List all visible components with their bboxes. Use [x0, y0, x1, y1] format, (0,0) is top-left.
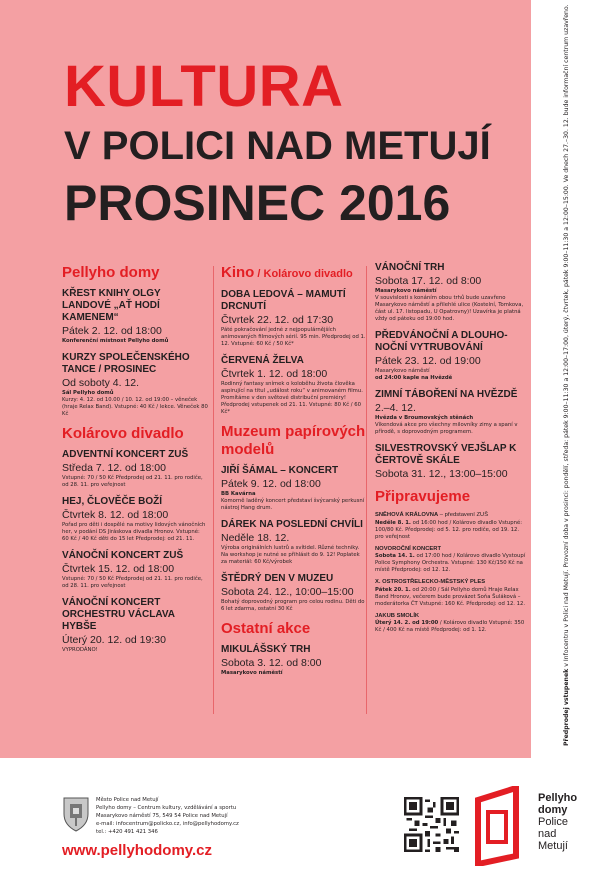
event-venue: Hvězda v Broumovských stěnách [375, 415, 474, 421]
upcoming-details: / Kolárovo divadlo Vstupné: 350 Kč / 400 Kč na místě Předprodej: od 1. 12. [375, 620, 525, 633]
event-title: JIŘÍ ŠÁMAL – KONCERT [221, 465, 339, 476]
organization-info [96, 796, 239, 836]
event-item [221, 465, 367, 512]
upcoming-date: Úterý 14. 2. od 19:00 [375, 620, 439, 626]
event-info: Vstupné: 70 / 50 Kč Předprodej od 21. 11. pro rodiče, od 28. 11. pro veřejnost [62, 475, 203, 488]
event-info: Pořad pro děti i dospělé na motivy lidových vánočních her, v podání DS Jiráskova divadla Hronov. Vstupné: 60 Kč / 40 Kč děti do 15 let Předprodej: od 21. 11. [62, 522, 206, 542]
upcoming-title [375, 512, 527, 520]
upcoming-item [375, 512, 527, 541]
section-ostatni-akce: Ostatní akce [221, 620, 311, 637]
event-date: Od soboty 4. 12. [62, 377, 140, 389]
event-item [375, 389, 527, 436]
event-info: Výroba originálních lustrů a svítidel. Různé techniky. Na workshop je nutné se přihlásit do 9. 12! Poplatek za materiál: 60 Kč/výrobek [221, 545, 360, 565]
event-title: VÁNOČNÍ KONCERT ZUŠ [62, 550, 184, 561]
section-muzeum: Muzeum papírových modelů [221, 423, 366, 458]
upcoming-title: X. OSTROSTŘELECKO-MĚSTSKÝ PLES [375, 579, 486, 585]
logo-word: Pellyho [538, 792, 578, 804]
event-item [62, 597, 208, 654]
upcoming-info [375, 587, 527, 608]
event-date: Čtvrtek 22. 12. od 17:30 [221, 314, 334, 326]
event-info: Rodinný fantasy snímek o koloběhu života člověka aspirující na titul „událost roku“ v animovaném filmu. Promítáme v den světové distribuční premiéry! Předprodej vstupenek od 21. 11. Vstupné: 80 Kč / 60 Kč* [221, 381, 363, 415]
event-venue: Konferenční místnost Pellyho domů [62, 338, 169, 344]
side-note-bold: Předprodej vstupenek [563, 668, 570, 746]
event-date: Pátek 23. 12. od 19:00 [375, 355, 481, 367]
upcoming-title-extra: – představení ZUŠ [438, 512, 489, 518]
section-kino-title: Kino [221, 264, 255, 281]
upcoming-info [375, 553, 527, 574]
section-pripravujeme: Připravujeme [375, 488, 471, 505]
event-date: Čtvrtek 1. 12. od 18:00 [221, 368, 328, 380]
upcoming-title: JAKUB SMOLÍK [375, 612, 420, 619]
org-name: Město Police nad Metují [96, 797, 159, 803]
qr-code-icon[interactable] [404, 797, 459, 852]
org-line: Pellyho domy – Centrum kultury, vzdělávání a sportu [96, 805, 237, 811]
event-date: Úterý 20. 12. od 19:30 [62, 634, 166, 646]
event-title: MIKULÁŠSKÝ TRH [221, 644, 311, 655]
header-kultura: KULTURA [64, 54, 344, 119]
poster-header [64, 54, 491, 234]
event-title: KŘEST KNIHY OLGY LANDOVÉ „AŤ HODÍ KAMENEM“ [62, 288, 161, 323]
upcoming-item [375, 613, 527, 635]
event-date: Neděle 18. 12. [221, 532, 290, 544]
event-title: ADVENTNÍ KONCERT ZUŠ [62, 449, 189, 460]
event-item [375, 443, 527, 481]
event-info: VYPRODÁNO! [62, 647, 98, 653]
event-date: Čtvrtek 8. 12. od 18:00 [62, 509, 169, 521]
column-divider [213, 266, 214, 714]
side-presale-note [531, 0, 600, 758]
event-item [375, 262, 527, 323]
event-date: Čtvrtek 15. 12. od 18:00 [62, 563, 175, 575]
event-title: DOBA LEDOVÁ – MAMUTÍ DRCNUTÍ [221, 289, 346, 312]
column-right [375, 262, 527, 639]
column-left [62, 262, 208, 661]
upcoming-details: od 16:00 hod / Kolárovo divadlo Vstupné: 100/80 Kč. Předprodej: od 5. 12. pro rodiče, od 19. 12. pro veřejnost [375, 519, 523, 540]
event-info: Kurzy: 4. 12. od 10.00 / 10. 12. od 19:00 – věneček (hraje Relax Band). Vstupné: 40 Kč / lekce. Věneček 80 Kč [62, 397, 208, 417]
website-link[interactable]: www.pellyhodomy.cz [62, 842, 213, 859]
header-town: V POLICI NAD METUJÍ [64, 124, 491, 168]
event-title: KURZY SPOLEČENSKÉHO TANCE / PROSINEC [62, 352, 190, 375]
city-coat-of-arms-icon [62, 796, 90, 832]
event-venue: Sál Pellyho domů [62, 390, 114, 396]
event-date: Sobota 17. 12. od 8:00 [375, 275, 482, 287]
event-title: ZIMNÍ TÁBOŘENÍ NA HVĚZDĚ [375, 389, 518, 400]
event-item [221, 573, 367, 613]
header-month: PROSINEC 2016 [64, 175, 451, 231]
logo-text [538, 792, 577, 852]
upcoming-date: Neděle 8. 1. [375, 519, 411, 526]
section-kino-subtitle: / Kolárovo divadlo [254, 268, 353, 280]
org-email[interactable]: e-mail: infocentrum@policko.cz, info@pellyhodomy.cz [96, 821, 239, 827]
event-date: 2.–4. 12. [375, 402, 416, 414]
section-pellyho-domy: Pellyho domy [62, 264, 160, 281]
event-item [221, 519, 367, 566]
event-title: HEJ, ČLOVĚČE BOŽÍ [62, 496, 163, 507]
logo-word: domy [538, 804, 568, 816]
logo-word: nad [538, 828, 557, 840]
event-info: Vstupné: 70 / 50 Kč Předprodej od 21. 11. pro rodiče, od 28. 11. pro veřejnost [62, 576, 203, 589]
event-info: Bohatý doprovodný program pro celou rodinu. Děti do 6 let zdarma, ostatní 30 Kč [221, 599, 365, 612]
event-item [62, 550, 208, 590]
org-address: Masarykovo náměstí 75, 549 54 Police nad Metují [96, 813, 228, 819]
upcoming-details: od 20:00 / Sál Pellyho domů Hraje Relax Band Hronov, večerem bude provázet Soňa Šuláková – moderátorka ČT Vstupné: 160 Kč. Předprodej: od 12. 12. [375, 586, 526, 607]
side-note-text [563, 6, 571, 746]
event-item [221, 289, 367, 348]
upcoming-date: Pátek 20. 1. [375, 586, 411, 593]
event-item [62, 352, 208, 418]
event-info: V souvislosti s konáním obou trhů bude uzavřeno Masarykovo náměstí a přilehlé ulice (Kostelní, Tomkova, část ul. 17. listopadu, U Opatrovny)! Uzavírka je platná vždy od páteku od 19:00 hod. [375, 295, 524, 322]
side-note-body: v Infocentru v Polici nad Metují. Provozní doba v prosinci: pondělí, středa: pátek 9:00–11:30 a 12:00–17:00, úterý, čtvrtek, pátek 9:00–11:30 a 12:00–15:00. Ve dnech 27.–30. 12. bude informační centrum uzavřeno. [563, 4, 570, 669]
event-title: SILVESTROVSKÝ VEJŠLAP K ČERTOVĚ SKÁLE [375, 443, 517, 466]
event-info: od 24:00 kaple na Hvězdě [375, 375, 453, 381]
event-item [221, 644, 367, 677]
logo-word: Metují [538, 840, 568, 852]
upcoming-info [375, 620, 527, 634]
event-title: DÁREK NA POSLEDNÍ CHVÍLI [221, 519, 363, 530]
pellyho-domy-logo-icon [474, 786, 530, 866]
upcoming-details: od 17:00 hod / Kolárovo divadlo Vystoupí Police Symphony Orchestra. Vstupné: 130 Kč/150 Kč na místě Předprodej: od 12. 12. [375, 553, 526, 573]
upcoming-title: NOVOROČNÍ KONCERT [375, 545, 442, 552]
event-venue: Masarykovo náměstí [221, 670, 283, 676]
upcoming-date: Sobota 14. 1. [375, 553, 415, 559]
event-title: ČERVENÁ ŽELVA [221, 355, 304, 366]
section-kolarovo-divadlo: Kolárovo divadlo [62, 425, 184, 442]
event-info: Páté pokračování jedné z nejpopulárnějších animovaných filmových sérií. 95 min. Předprodej od 1. 12. Vstupné: 60 Kč / 50 Kč* [221, 327, 366, 347]
event-title: ŠTĚDRÝ DEN V MUZEU [221, 573, 334, 584]
event-date: Pátek 2. 12. od 18:00 [62, 325, 162, 337]
event-date: Sobota 31. 12., 13:00–15:00 [375, 468, 508, 480]
event-date: Sobota 3. 12. od 8:00 [221, 657, 322, 669]
event-title: PŘEDVÁNOČNÍ A DLOUHO-NOČNÍ VYTRUBOVÁNÍ [375, 330, 508, 353]
event-venue: Masarykovo náměstí [375, 288, 437, 294]
event-date: Středa 7. 12. od 18:00 [62, 462, 166, 474]
upcoming-title-main: SNĚHOVÁ KRÁLOVNA [375, 512, 439, 518]
upcoming-info [375, 520, 527, 541]
event-title: VÁNOČNÍ KONCERT ORCHESTRU VÁCLAVA HYBŠE [62, 597, 175, 632]
org-phone: tel.: +420 491 421 346 [96, 829, 158, 835]
event-item [375, 330, 527, 382]
event-venue: Masarykovo náměstí [375, 368, 430, 374]
event-item [221, 355, 367, 416]
section-kino [221, 264, 367, 283]
upcoming-item [375, 546, 527, 575]
event-title: VÁNOČNÍ TRH [375, 262, 445, 273]
event-item [62, 449, 208, 489]
column-middle [221, 262, 367, 684]
event-info: Komorně laděný koncert představí švýcarský perkusní nástroj Hang drum. [221, 498, 365, 511]
event-info: Víkendová akce pro všechny milovníky zimy a spaní v přírodě, s doprovodným programem. [375, 422, 518, 435]
event-date: Sobota 24. 12., 10:00–15:00 [221, 586, 354, 598]
event-item [62, 496, 208, 543]
event-venue: BB Kavárna [221, 491, 256, 497]
upcoming-item [375, 579, 527, 608]
event-item [62, 288, 208, 345]
footer [0, 758, 600, 892]
event-date: Pátek 9. 12. od 18:00 [221, 478, 321, 490]
logo-word: Police [538, 816, 568, 828]
